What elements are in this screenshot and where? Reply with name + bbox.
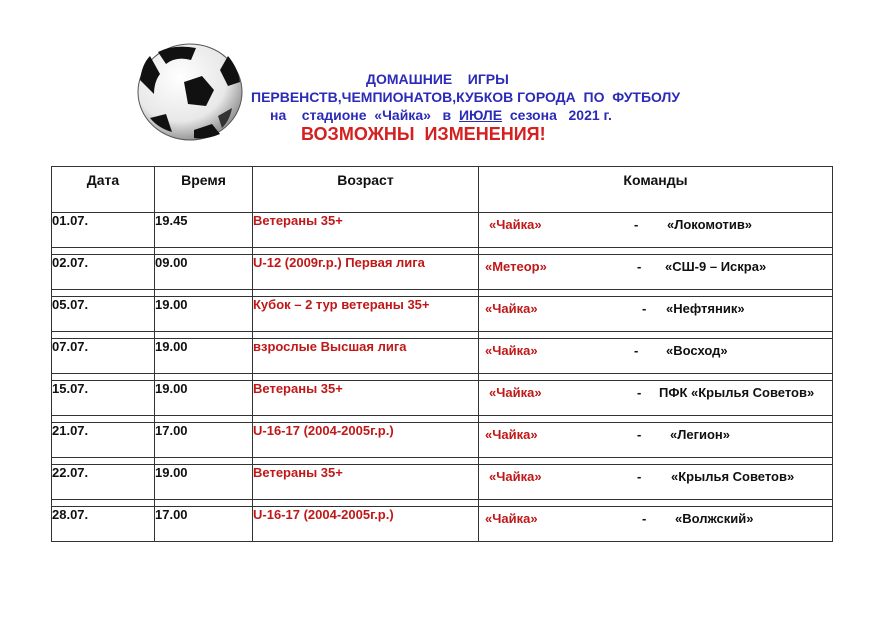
- home-team: «Метеор»: [485, 259, 547, 274]
- table-header-row: [52, 167, 833, 213]
- match-time: 19.00: [155, 339, 253, 374]
- soccer-ball-icon: [136, 42, 244, 142]
- match-date: 28.07.: [52, 507, 155, 542]
- column-header-teams: Команды: [479, 167, 833, 213]
- table-row: [52, 297, 833, 332]
- home-team: «Чайка»: [485, 511, 538, 526]
- home-team: «Чайка»: [485, 343, 538, 358]
- match-time: 09.00: [155, 255, 253, 290]
- row-spacer: [52, 290, 833, 297]
- changes-warning: ВОЗМОЖНЫ ИЗМЕНЕНИЯ!: [301, 124, 546, 144]
- match-category: Ветераны 35+: [253, 381, 479, 416]
- vs-dash: -: [634, 343, 639, 358]
- title-line-3-prefix: на стадионе «Чайка» в: [270, 107, 459, 123]
- column-header-age: Возраст: [253, 167, 479, 213]
- home-team: «Чайка»: [485, 427, 538, 442]
- away-team: «СШ-9 – Искра»: [665, 259, 767, 274]
- away-team: «Нефтяник»: [666, 301, 745, 316]
- vs-dash: -: [642, 511, 647, 526]
- row-spacer: [52, 500, 833, 507]
- match-date: 21.07.: [52, 423, 155, 458]
- match-category: U-16-17 (2004-2005г.р.): [253, 507, 479, 542]
- row-spacer: [52, 416, 833, 423]
- home-team: «Чайка»: [489, 385, 542, 400]
- match-date: 01.07.: [52, 213, 155, 248]
- row-spacer: [52, 248, 833, 255]
- away-team: ПФК «Крылья Советов»: [659, 385, 815, 400]
- away-team: «Легион»: [670, 427, 731, 442]
- match-date: 07.07.: [52, 339, 155, 374]
- vs-dash: -: [637, 469, 642, 484]
- title-line-3-suffix: сезона 2021 г.: [502, 107, 612, 123]
- vs-dash: -: [634, 217, 639, 232]
- vs-dash: -: [637, 427, 642, 442]
- away-team: «Крылья Советов»: [671, 469, 795, 484]
- match-teams: [479, 465, 833, 500]
- table-row: [52, 381, 833, 416]
- table-row: [52, 423, 833, 458]
- match-category: U-16-17 (2004-2005г.р.): [253, 423, 479, 458]
- match-date: 15.07.: [52, 381, 155, 416]
- table-row: [52, 339, 833, 374]
- match-time: 17.00: [155, 507, 253, 542]
- row-spacer: [52, 374, 833, 381]
- home-team: «Чайка»: [489, 469, 542, 484]
- away-team: «Локомотив»: [667, 217, 753, 232]
- away-team: «Восход»: [666, 343, 728, 358]
- match-teams: [479, 339, 833, 374]
- match-teams: [479, 213, 833, 248]
- match-time: 17.00: [155, 423, 253, 458]
- row-spacer: [52, 332, 833, 339]
- match-time: 19.00: [155, 297, 253, 332]
- title-line-1: ДОМАШНИЕ ИГРЫ: [366, 71, 509, 87]
- match-date: 05.07.: [52, 297, 155, 332]
- row-spacer: [52, 458, 833, 465]
- match-category: Кубок – 2 тур ветераны 35+: [253, 297, 479, 332]
- table-row: [52, 465, 833, 500]
- table-row: [52, 255, 833, 290]
- match-date: 02.07.: [52, 255, 155, 290]
- home-team: «Чайка»: [489, 217, 542, 232]
- title-line-2: ПЕРВЕНСТВ,ЧЕМПИОНАТОВ,КУБКОВ ГОРОДА ПО ФУТБОЛУ: [251, 89, 681, 105]
- match-time: 19.00: [155, 381, 253, 416]
- match-date: 22.07.: [52, 465, 155, 500]
- match-teams: [479, 297, 833, 332]
- column-header-date: Дата: [52, 167, 155, 213]
- match-category: Ветераны 35+: [253, 465, 479, 500]
- column-header-time: Время: [155, 167, 253, 213]
- vs-dash: -: [642, 301, 647, 316]
- match-category: Ветераны 35+: [253, 213, 479, 248]
- match-teams: [479, 381, 833, 416]
- match-time: 19.45: [155, 213, 253, 248]
- match-category: U-12 (2009г.р.) Первая лига: [253, 255, 479, 290]
- table-row: [52, 213, 833, 248]
- home-team: «Чайка»: [485, 301, 538, 316]
- vs-dash: -: [637, 385, 642, 400]
- match-category: взрослые Высшая лига: [253, 339, 479, 374]
- match-teams: [479, 507, 833, 542]
- schedule-table: [51, 166, 833, 542]
- away-team: «Волжский»: [675, 511, 754, 526]
- vs-dash: -: [637, 259, 642, 274]
- match-teams: [479, 423, 833, 458]
- table-row: [52, 507, 833, 542]
- title-line-3: [270, 107, 612, 123]
- month-label: ИЮЛЕ: [458, 107, 503, 123]
- match-time: 19.00: [155, 465, 253, 500]
- match-teams: [479, 255, 833, 290]
